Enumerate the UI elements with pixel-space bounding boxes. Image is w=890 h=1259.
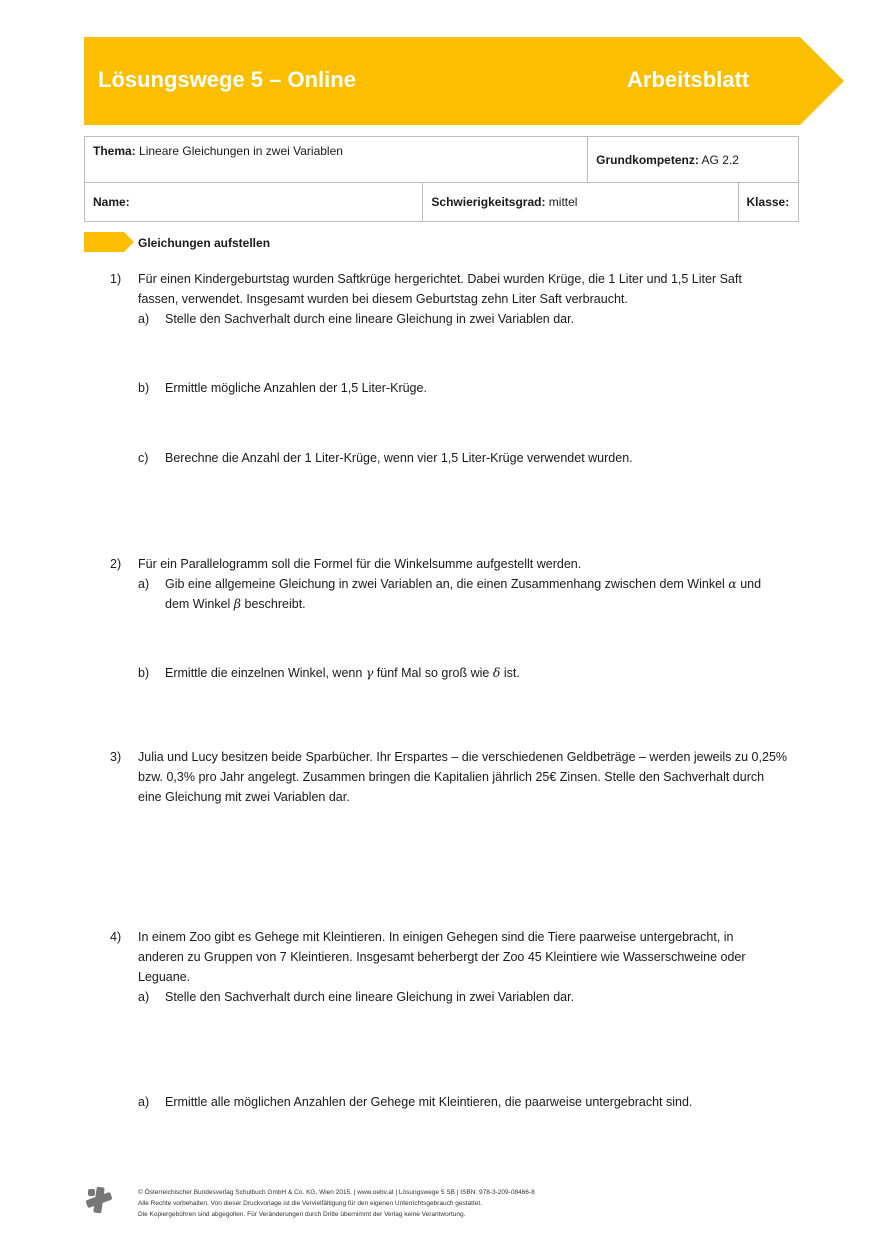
beta-symbol: β	[233, 596, 242, 611]
task-4-text-line-1: In einem Zoo gibt es Gehege mit Kleintieren. In einigen Gehegen sind die Tiere paarweise untergebracht, in	[138, 930, 734, 944]
task-2a-line-2	[165, 594, 306, 614]
gamma-symbol: γ	[365, 665, 374, 680]
thema-label: Thema:	[93, 144, 136, 158]
schwierigkeit-value: mittel	[548, 195, 578, 209]
task-1a-text: Stelle den Sachverhalt durch eine lineare Gleichung in zwei Variablen dar.	[165, 312, 575, 326]
schwierigkeit-label: Schwierigkeitsgrad:	[431, 195, 546, 209]
thema-value: Lineare Gleichungen in zwei Variablen	[139, 144, 343, 158]
task-2a-line-2-pre: dem Winkel	[165, 597, 231, 611]
task-2b-post: ist.	[503, 666, 520, 680]
task-3-text-line-2: bzw. 0,3% pro Jahr angelegt. Zusammen bringen die Kapitalien jährlich 25€ Zinsen. Stelle den Sachverhalt durch	[138, 770, 765, 784]
kompetenz-cell	[588, 137, 799, 183]
task-1-number: 1)	[110, 272, 122, 286]
name-cell	[85, 183, 423, 222]
task-4-text-line-3: Leguane.	[138, 970, 191, 984]
footer-line-2: Alle Rechte vorbehalten. Von dieser Druckvorlage ist die Vervielfältigung für den eigenen Unterrichtsgebrauch gestattet.	[138, 1200, 482, 1207]
header-banner	[84, 37, 844, 125]
banner-doc-type: Arbeitsblatt	[627, 67, 750, 92]
task-2a-line-1-post: und	[740, 577, 762, 591]
footer-line-1: © Österreichischer Bundesverlag Schulbuch GmbH & Co. KG, Wien 2015. | www.oebv.at | Lösungswege 5 SB | ISBN: 978-3-209-08466-8	[138, 1189, 535, 1196]
task-4-number: 4)	[110, 930, 122, 944]
task-2a-label: a)	[138, 577, 150, 591]
task-2b-mid: fünf Mal so groß wie	[376, 666, 490, 680]
schwierigkeit-cell	[423, 183, 738, 222]
task-1a-label: a)	[138, 312, 150, 326]
task-2a-line-2-post: beschreibt.	[244, 597, 306, 611]
task-4a2-text: Ermittle alle möglichen Anzahlen der Gehege mit Kleintieren, die paarweise untergebracht sind.	[165, 1095, 693, 1109]
task-3-text-line-3: eine Gleichung mit zwei Variablen dar.	[138, 790, 350, 804]
task-2b-text	[165, 663, 520, 683]
kompetenz-value: AG 2.2	[701, 152, 739, 167]
section-title: Gleichungen aufstellen	[138, 236, 271, 250]
task-1b-text: Ermittle mögliche Anzahlen der 1,5 Liter-Krüge.	[165, 381, 427, 395]
task-2-number: 2)	[110, 557, 122, 571]
task-4a2-label: a)	[138, 1095, 150, 1109]
task-2a-line-1-pre: Gib eine allgemeine Gleichung in zwei Variablen an, die einen Zusammenhang zwischen dem Winkel	[165, 577, 725, 591]
task-1b-label: b)	[138, 381, 150, 395]
task-1-text-line-2: fassen, verwendet. Insgesamt wurden bei diesem Geburtstag zehn Liter Saft verbraucht.	[138, 292, 628, 306]
task-2b-pre: Ermittle die einzelnen Winkel, wenn	[165, 666, 363, 680]
task-3-text-line-1: Julia und Lucy besitzen beide Sparbücher. Ihr Erspartes – die verschiedenen Geldbeträge – werden jeweils zu 0,25%	[138, 750, 788, 764]
task-1-text-line-1: Für einen Kindergeburtstag wurden Saftkrüge hergerichtet. Dabei wurden Krüge, die 1 Liter und 1,5 Liter Saft	[138, 272, 742, 286]
alpha-symbol: α	[728, 576, 737, 591]
task-2b-label: b)	[138, 666, 150, 680]
task-4a-label: a)	[138, 990, 150, 1004]
klasse-cell	[738, 183, 798, 222]
task-4a-text: Stelle den Sachverhalt durch eine lineare Gleichung in zwei Variablen dar.	[165, 990, 575, 1004]
section-heading	[84, 232, 384, 252]
footer-line-3: Die Kopiergebühren sind abgegolten. Für Veränderungen durch Dritte übernimmt der Verlag keine Verantwortung.	[138, 1211, 466, 1218]
task-4-text-line-2: anderen zu Gruppen von 7 Kleintieren. Insgesamt beherbergt der Zoo 45 Kleintiere wie Wasserschweine oder	[138, 950, 746, 964]
section-arrow-icon	[84, 232, 134, 252]
task-3-number: 3)	[110, 750, 122, 764]
name-label: Name:	[93, 195, 130, 209]
info-table	[84, 136, 799, 222]
klasse-label: Klasse:	[746, 195, 790, 209]
kompetenz-label: Grundkompetenz:	[596, 152, 699, 167]
task-2-text-line-1: Für ein Parallelogramm soll die Formel für die Winkelsumme aufgestellt werden.	[138, 557, 582, 571]
delta-symbol: δ	[492, 665, 501, 680]
task-1c-text: Berechne die Anzahl der 1 Liter-Krüge, wenn vier 1,5 Liter-Krüge verwendet wurden.	[165, 451, 633, 465]
task-1c-label: c)	[138, 451, 149, 465]
publisher-logo-icon	[84, 1185, 114, 1215]
banner-title: Lösungswege 5 – Online	[98, 67, 356, 92]
task-2a-line-1	[165, 574, 761, 594]
thema-cell	[85, 137, 588, 183]
